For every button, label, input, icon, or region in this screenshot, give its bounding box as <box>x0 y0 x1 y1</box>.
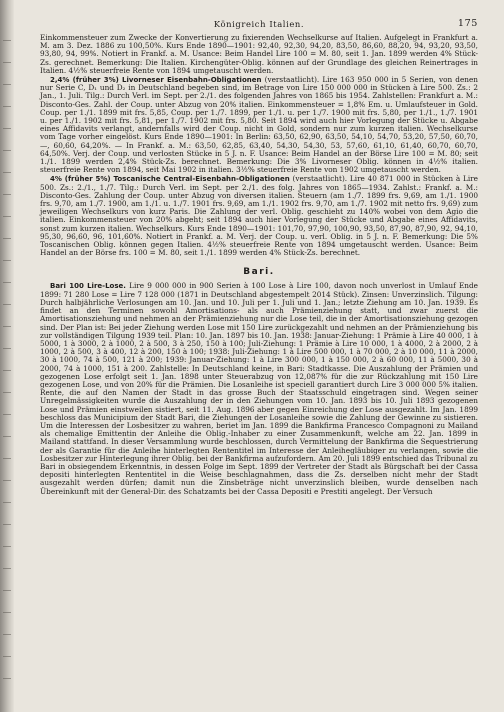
paragraph-bari-body: Lire 9 000 000 in 900 Serien à 100 Lose à Lire 100, davon noch unverlost in Umlauf Ende 1899: 71 280 Lose = Lire 7 128 000 (1871 in Deutschland abgestempelt 2014 Stück). Zinsen: Unverzinslich. Tilgung: Durch halbjährliche Verlosungen am 10. Jan. und 10. Juli per 1. Juli und 1. Jan.; letzte Ziehung am 10. Jan. 1939. Es findet an den Terminen sowohl Amortisations- als auch Prämienziehung statt, und zwar zuerst die Amortisationsziehung und nehmen an der Prämienziehung nur die Lose teil, die in der Amortisationsziehung gezogen sind. Der Plan ist: Bei jeder Ziehung werden Lose mit 150 Lire zurückgezahlt und nehmen an der Prämienziehung bis zur vollständigen Tilgung 1939 teil. Plan: 10. Jan. 1897 bis 10. Jan. 1938: Januar-Ziehung: 1 Prämie à Lire 40 000, 1 à 5000, 1 à 3000, 2 à 1000, 2 à 500, 3 à 250, 150 à 100; Juli-Ziehung: 1 Prämie à Lire 10 000, 1 à 4000, 2 à 2000, 2 à 1000, 2 à 500, 3 à 400, 12 à 200, 150 à 100; 1938: Juli-Ziehung: 1 à Lire 500 000, 1 à 70 000, 2 à 10 000, 11 à 2000, 30 à 1000, 74 à 500, 121 à 200; 1939: Januar-Ziehung: 1 à Lire 300 000, 1 à 150 000, 2 à 60 000, 11 à 5000, 30 à 2000, 74 à 1000, 151 à 200. Zahlstelle: In Deutschland keine, in Bari: Stadtkasse. Die Auszahlung der Prämien und gezogenen Lose erfolgt seit 1. Jan. 1898 unter Steuerabzug von 12,087% für die zur Rückzahlung mit 150 Lire gezogenen Lose, und von 20% für die Prämien. Die Losanleihe ist speciell garantiert durch Lire 3 000 000 5% italien. Rente, die auf den Namen der Stadt in das grosse Buch der Staatsschuld eingetragen sind. Wegen seiner Unregelmässigkeiten wurde die Auszahlung der in den Ziehungen vom 10. Jan. 1893 bis 10. Juli 1893 gezogenen Lose und Prämien einstweilen sistiert, seit 11. Aug. 1896 aber gegen Einreichung der Lose ausgezahlt. Im Jan. 1899 beschloss das Municipium der Stadt Bari, die Ziehungen der Losanleihe sowie die Zahlung der Gewinne zu sistieren. Um die Interessen der Losbesitzer zu wahren, beriet im Jan. 1899 die Bankfirma Francesco Compagnoni zu Mailand als chemalige Emittentin der Anleihe die Oblig.-Inhaber zu einer Zusammenkunft, welche am 22. Jan. 1899 in Mailand stattfand. In dieser Versammlung wurde beschlossen, durch Vermittelung der Bankfirma die Sequestrierung der als Garantie für die Anleihe hinterlegten Rententitel im Interesse der Anleihegläubiger zu verlangen, sowie die Losbesitzer zur Hinterlegung ihrer Oblig. bei der Bankfirma aufzufordern. Am 20. Juli 1899 entschied das Tribunal zu Bari in obsiegendem Erkenntnis, in dessen Folge im Sept. 1899 der Vertreter der Stadt als Bürgschaft bei der Cassa depositi hinterlegten Rententitel in die Weise beschlagnahmen, dass die Zs. derselben nicht mehr der Stadt ausgezahlt werden dürfen; damit nun die Zinsbeträge nicht unverzinslich bleiben, wurde denselben nach Übereinkunft mit der General-Dir. des Schatzamts bei der Cassa Depositi e Prestiti angelegt. Der Versuch <box>40 281 478 496</box>
bond-title-livorneser: 2,4% (früher 3%) Livorneser Eisenbahn-Obligationen <box>50 76 262 85</box>
paragraph-livorneser <box>40 76 478 174</box>
section-heading-bari: Bari. <box>243 267 275 278</box>
running-title: Königreich Italien. <box>213 19 305 29</box>
bond-title-toscanische: 4% (früher 5%) Toscanische Central-Eisenbahn-Obligationen <box>50 175 290 184</box>
paragraph-toscanische <box>40 175 478 257</box>
paragraph-einkommensteuer: Einkommensteuer zum Zwecke der Konvertierung zu fixierenden Wechselkurse auf Italien. Aufgelegt in Frankfurt a. M. am 3. Dez. 1886 zu 100,50%. Kurs Ende 1890—1901: 92,40, 92,30, 94,20, 83,50, 86,60, 88,20, 94, 93,20, 93,50, 93,80, 94, 99%. Notiert in Frankf. a. M. Usance: Beim Handel Lire 100 = M. 80, seit 1. Jan. 1899 werden 4% Stück-Zs. gerechnet. Bemerkung: Die Italien. Kirchengüter-Oblig. können auf der Grundlage des gleichen Reinertrages in Italien. 4½% steuerfreie Rente von 1894 umgetauscht werden. <box>40 33 478 75</box>
lot-title: Bari 100 Lire-Lose. <box>50 282 126 291</box>
paragraph-toscanische-body: (verstaatlicht). Lire 40 871 000 in Stücken à Lire 500. Zs.: 2./1., 1./7. Tilg.: Durch Verl. im Sept. per 2./1. des folg. Jahres von 1865—1934. Zahlst.: Frankf. a. M.: Disconto-Ges. Zahlung der Coup. unter Abzug von diversen italien. Steuern (am 1./7. 1899 frs. 9,69, am 1./1. 1900 frs. 9,70, am 1./7. 1900, am 1./1. u. 1./7. 1901 frs. 9,69, am 1./1. 1902 frs. 9,70, am 1./7. 1902 mit netto frs. 9,69) zum jeweiligen Wechselkurs von kurz Paris. Die Zahlung der verl. Oblig. geschieht zu 140% wobei von dem Agio die italien. Einkommensteuer von 20% abgeht; seit 1894 auch hier Vorlegung der Stücke und Abgabe eines Affidavits, sonst zum kurzen italien. Wechselkurs. Kurs Ende 1890—1901: 101,70, 97,90, 100,90, 93,50, 87,90, 87,90, 92, 94,10, 95,30, 96,60, 96, 101,60%. Notiert in Frankf. a. M. Verj. der Coup. u. verl. Oblig. in 5 J. n. F. Bemerkung: Die 5% Toscanischen Oblig. können gegen Italien. 4½% steuerfreie Rente von 1894 umgetauscht werden. Usance: Beim Handel an der Börse frs. 100 = M. 80, seit 1./1. 1899 werden 4% Stück-Zs. berechnet. <box>40 174 478 258</box>
book-spine <box>0 0 14 712</box>
paragraph-livorneser-body: (verstaatlicht). Lire 163 950 000 in 5 Serien, von denen nur Serie C, D₁ und D₂ in Deutschland begeben sind, im Betrage von Lire 150 000 000 in Stücken à Lire 500. Zs.: 2 Jan., 1. Juli. Tilg.: Durch Verl. im Sept. per 2./1. des folgenden Jahres von 1865 bis 1954. Zahlstellen: Frankfurt a. M.: Disconto-Ges. Zahl. der Coup. unter Abzug von 20% italien. Einkommensteuer = 1,8% Em. u. Umlaufsteuer in Gold. Coup. per 1./1. 1899 mit frs. 5,85, Coup. per 1./7. 1899, per 1./1. u. per 1./7. 1900 mit frs. 5,80, per 1./1., 1./7. 1901 u. per 1./1. 1902 mit frs. 5,81, per 1./7. 1902 mit frs. 5,80. Seit 1894 wird auch hier Vorlegung der Stücke u. Abgabe eines Affidavits verlangt, andernfalls wird der Coup. nicht in Gold, sondern nur zum kurzen italien. Wechselkurse vom Tage vorher eingelöst. Kurs Ende 1890—1901: In Berlin: 63,50, 62,90, 63,50, 54,10, 54,70, 53,20, 57,50, 60,70, —, 60,60, 64,20%. — In Frankf. a. M.: 63,50, 62,85, 63,40, 54,30, 54,30, 53, 57,60, 61,10, 61,40, 60,70, 60,70, 64,50%. Verj. der Coup. und verlosten Stücke in 5 J. n. F. Usance: Beim Handel an der Börse Lire 100 = M. 80; seit 1./1. 1899 werden 2,4% Stück-Zs. berechnet. Bemerkung: Die 3% Livorneser Oblig. können in 4½% italien. steuerfreie Rente von 1894, seit Mai 1902 in italien. 3½% steuerfreie Rente von 1902 umgetauscht werden. <box>40 75 478 175</box>
paragraph-bari-lose <box>40 282 478 495</box>
page-header <box>40 0 478 34</box>
page-number: 175 <box>457 18 478 29</box>
